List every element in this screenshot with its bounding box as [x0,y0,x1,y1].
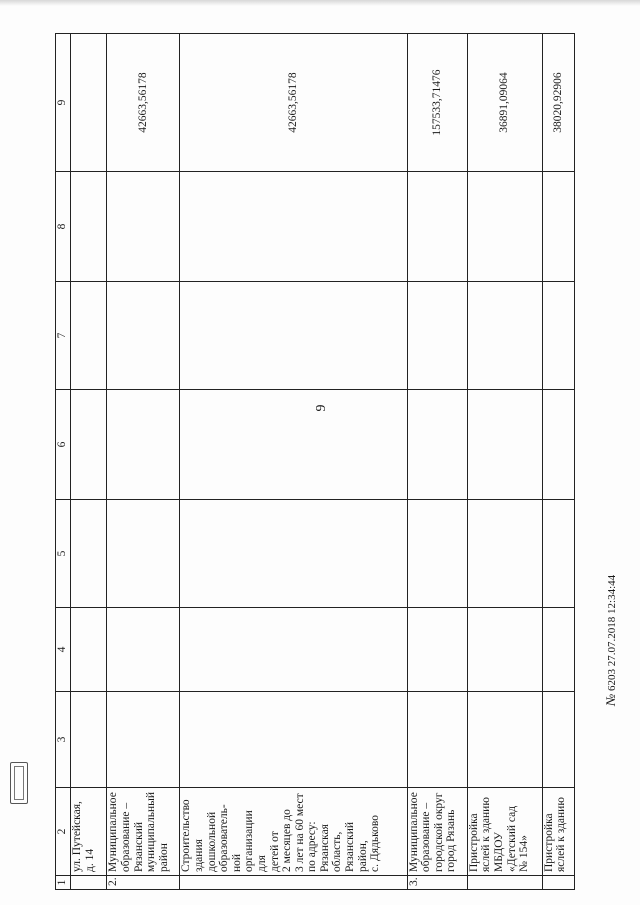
header-cell-3: 3 [56,692,71,788]
data-table [55,33,575,890]
header-cell-1: 1 [56,876,71,890]
row-number [542,876,574,890]
table-row [107,34,180,890]
table-row [407,34,467,890]
document-registration-id [603,575,619,706]
row-value: 157533,71476 [407,34,467,172]
doc-number: 6203 [606,668,618,691]
row-name: Пристройка яслей к зданию МБДОУ «Детский сад № 154» [467,788,542,876]
header-cell-9: 9 [56,34,71,172]
row-name: Строительство здания дошкольной образователь- ной организации для детей от 2 месяцев до 3 лет на 60 мест по адресу: Рязанская область, Рязанский район, с. Дядьково [180,788,407,876]
row-number [180,876,407,890]
table-row [180,34,407,890]
row-value [71,34,107,172]
row-value: 42663,56178 [180,34,407,172]
header-cell-5: 5 [56,500,71,608]
row-number [467,876,542,890]
row-value: 36891,09064 [467,34,542,172]
row-name: ул. Путейская, д. 14 [71,788,107,876]
row-name: Муниципальное образование – городской округ город Рязань [407,788,467,876]
number-sign: № [603,693,618,706]
table-row [71,34,107,890]
row-name: Муниципальное образование – Рязанский муниципальный район [107,788,180,876]
row-number: 3. [407,876,467,890]
header-row [56,34,71,890]
row-number [71,876,107,890]
row-value: 42663,56178 [107,34,180,172]
rotated-table-container [55,34,575,890]
header-cell-7: 7 [56,282,71,390]
row-value: 38020,92906 [542,34,574,172]
header-cell-6: 6 [56,390,71,500]
header-cell-8: 8 [56,172,71,282]
header-cell-4: 4 [56,608,71,692]
table-row [467,34,542,890]
seal-stamp-icon [10,762,28,804]
doc-datetime: 27.07.2018 12:34:44 [606,574,618,667]
row-number: 2. [107,876,180,890]
scan-edge [0,0,640,6]
row-name: Пристройка яслей к зданию [542,788,574,876]
table-row [542,34,574,890]
header-cell-2: 2 [56,788,71,876]
page-number: 9 [314,404,329,412]
